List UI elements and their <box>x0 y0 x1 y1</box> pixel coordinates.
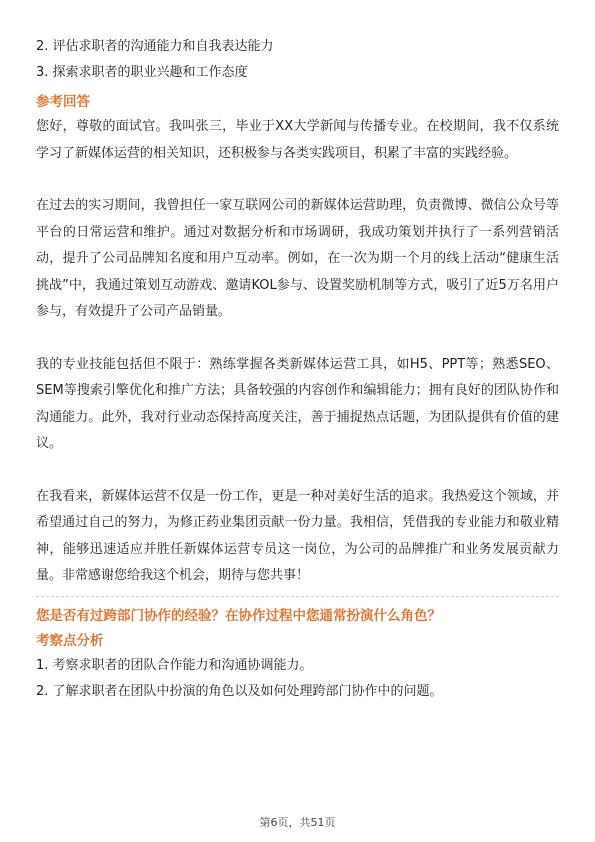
interview-question: 您是否有过跨部门协作的经验？在协作过程中您通常扮演什么角色？ <box>36 607 441 624</box>
analysis-item-2: 2. 了解求职者在团队中扮演的角色以及如何处理跨部门协作中的问题。 <box>36 683 443 699</box>
paragraph-spacer <box>36 458 559 484</box>
analysis-item-1: 1. 考察求职者的团队合作能力和沟通协调能力。 <box>36 657 313 673</box>
evaluation-item-2: 2. 评估求职者的沟通能力和自我表达能力 <box>36 39 274 54</box>
paragraph-spacer <box>36 326 559 352</box>
answer-paragraph-2: 在过去的实习期间，我曾担任一家互联网公司的新媒体运营助理，负责微博、微信公众号等平台的日常运营和维护。通过对数据分析和市场调研，我成功策划并执行了一系列营销活动，提升了公司品牌知名度和用户互动率。例如，在一次为期一个月的线上活动“健康生活挑战”中，我通过策划互动游戏、邀请KOL参与、设置奖励机制等方式，吸引了近5万名用户参与，有效提升了公司产品销量。 <box>36 198 559 319</box>
answer-paragraph-4: 在我看来，新媒体运营不仅是一份工作，更是一种对美好生活的追求。我热爱这个领域，并希望通过自己的努力，为修正药业集团贡献一份力量。我相信，凭借我的专业能力和敬业精神，能够迅速适应并胜任新媒体运营专员这一岗位，为公司的品牌推广和业务发展贡献力量。非常感谢您给我这个机会，期待与您共事！ <box>36 488 559 583</box>
section-divider <box>36 596 559 597</box>
page-number: 第6页，共51页 <box>259 816 336 829</box>
reference-answer-heading: 参考回答 <box>36 94 90 110</box>
analysis-heading: 考察点分析 <box>36 632 104 649</box>
page-content <box>36 34 559 705</box>
answer-paragraph-3: 我的专业技能包括但不限于：熟练掌握各类新媒体运营工具，如H5、PPT等；熟悉SEO、SEM等搜索引擎优化和推广方法；具备较强的内容创作和编辑能力；拥有良好的团队协作和沟通能力。此外，我对行业动态保持高度关注，善于捕捉热点话题，为团队提供有价值的建议。 <box>36 356 559 451</box>
evaluation-item-3: 3. 探索求职者的职业兴趣和工作态度 <box>36 65 248 80</box>
answer-paragraph-1: 您好，尊敬的面试官。我叫张三，毕业于XX大学新闻与传播专业。在校期间，我不仅系统学习了新媒体运营的相关知识，还积极参与各类实践项目，积累了丰富的实践经验。 <box>36 119 559 161</box>
paragraph-spacer <box>36 167 559 193</box>
